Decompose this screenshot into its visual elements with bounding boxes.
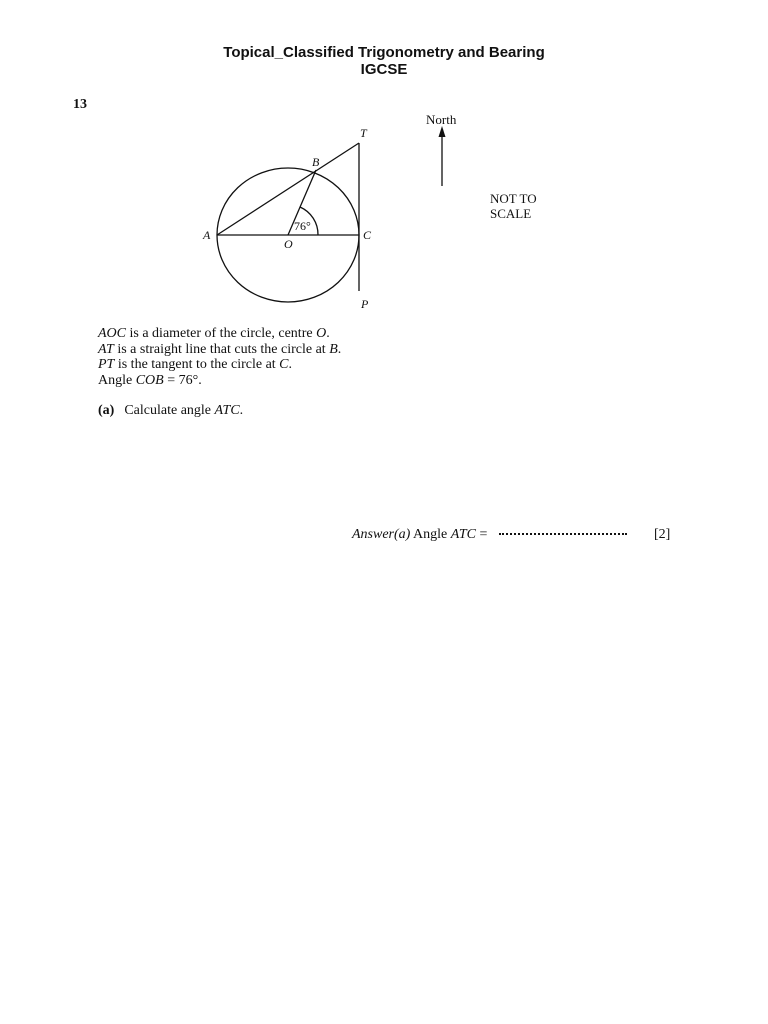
answer-line (352, 527, 671, 543)
question-number: 13 (73, 97, 87, 112)
statement-3-symbol: PT (98, 357, 115, 372)
answer-prefix: Answer(a) (352, 527, 411, 542)
statement-1-end: . (326, 326, 330, 341)
not-to-scale-line1: NOT TO (490, 191, 537, 206)
statement-2-symbol2: B (329, 341, 338, 357)
geometry-diagram (0, 0, 768, 330)
page-subtitle: IGCSE (360, 61, 408, 78)
statement-1-text: is a diameter of the circle, centre (126, 326, 317, 341)
part-a-symbol: ATC (214, 403, 240, 418)
statement-3-symbol2: C (279, 357, 289, 372)
marks-label: [2] (654, 527, 671, 542)
north-arrow-head (439, 126, 446, 137)
statement-2-end: . (337, 341, 342, 357)
statement-4-text: = 76°. (163, 372, 202, 388)
label-A: A (203, 228, 211, 242)
part-a-end: . (239, 403, 244, 418)
statement-2 (98, 342, 341, 358)
statement-4-prefix: Angle (98, 372, 136, 388)
label-T: T (360, 126, 367, 140)
label-P: P (361, 297, 369, 311)
statement-1-symbol: AOC (98, 326, 126, 341)
statement-4-symbol: COB (135, 372, 164, 388)
statement-1 (98, 326, 341, 342)
angle-label: 76° (294, 219, 311, 233)
label-B: B (312, 155, 320, 169)
not-to-scale-line2: SCALE (490, 206, 532, 221)
answer-blank[interactable] (499, 533, 627, 535)
part-a-label: (a) (98, 403, 115, 418)
label-C: C (363, 228, 372, 242)
page-title: Topical_Classified Trigonometry and Bearing (223, 44, 545, 61)
part-a (98, 403, 243, 419)
north-label: North (426, 112, 457, 127)
statement-3-end: . (288, 357, 293, 372)
statement-3 (98, 357, 341, 373)
answer-text: Angle (410, 527, 451, 542)
label-O: O (284, 237, 293, 251)
statement-1-symbol2: O (316, 326, 327, 341)
answer-eq: = (475, 527, 488, 542)
statement-4 (98, 373, 341, 389)
question-statements (98, 326, 341, 388)
statement-3-text: is the tangent to the circle at (114, 357, 280, 372)
statement-2-text: is a straight line that cuts the circle at (113, 341, 330, 357)
answer-symbol: ATC (450, 527, 476, 542)
part-a-text: Calculate angle (124, 403, 215, 418)
statement-2-symbol: AT (98, 341, 114, 357)
line-AT (217, 143, 359, 235)
